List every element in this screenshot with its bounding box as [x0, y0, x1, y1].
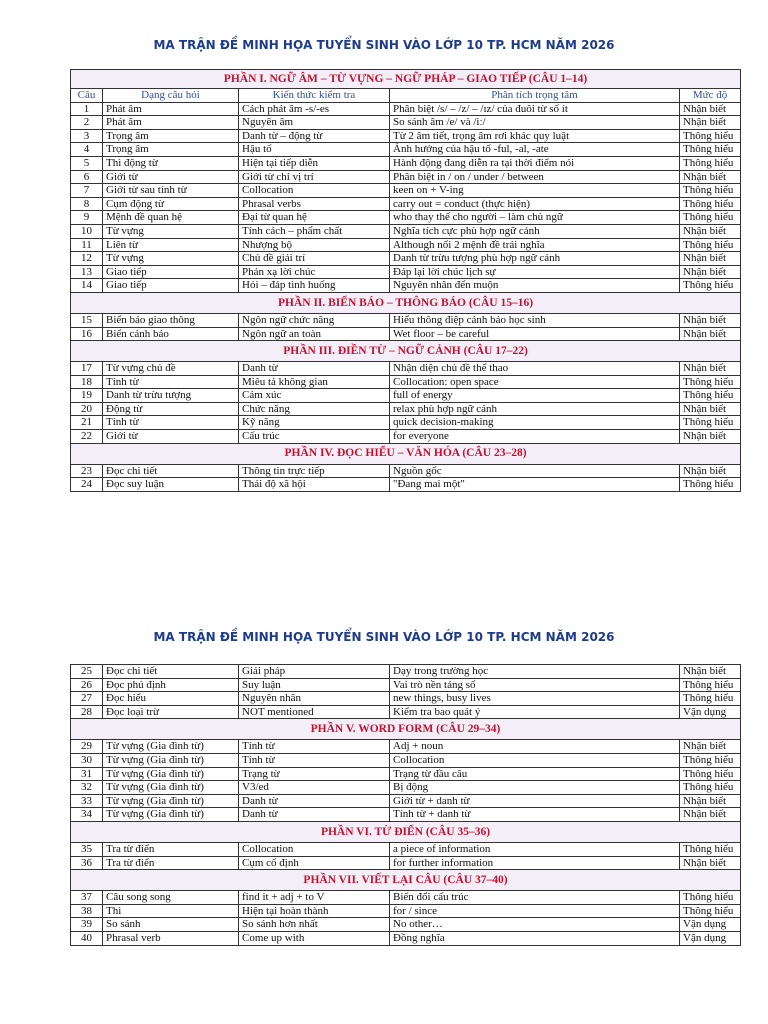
table-row: [71, 197, 741, 211]
question-type: Giao tiếp: [103, 279, 239, 293]
knowledge-tested: Collocation: [239, 842, 390, 856]
question-number: 28: [71, 705, 103, 719]
question-type: Giới từ sau tính từ: [103, 184, 239, 198]
page-title: MA TRẬN ĐỀ MINH HỌA TUYỂN SINH VÀO LỚP 10 TP. HCM NĂM 2026: [153, 630, 615, 644]
question-number: 13: [71, 265, 103, 279]
question-type: Câu song song: [103, 891, 239, 905]
difficulty-level: Thông hiểu: [680, 678, 741, 692]
question-type: Đọc chi tiết: [103, 464, 239, 478]
difficulty-level: Thông hiểu: [680, 478, 741, 492]
question-number: 39: [71, 918, 103, 932]
focus-analysis: Hành động đang diễn ra tại thời điểm nói: [390, 156, 680, 170]
section-header-row: [71, 443, 741, 464]
focus-analysis: Collocation: open space: [390, 375, 680, 389]
table-row: [71, 430, 741, 444]
section-header-row: [71, 719, 741, 740]
difficulty-level: Thông hiểu: [680, 416, 741, 430]
focus-analysis: So sánh âm /e/ và /iː/: [390, 116, 680, 130]
focus-analysis: Trạng từ đầu câu: [390, 767, 680, 781]
table-row: [71, 464, 741, 478]
difficulty-level: Vận dụng: [680, 705, 741, 719]
focus-analysis: full of energy: [390, 389, 680, 403]
knowledge-tested: Phrasal verbs: [239, 197, 390, 211]
question-number: 26: [71, 678, 103, 692]
table-row: [71, 252, 741, 266]
question-type: Đọc chi tiết: [103, 665, 239, 679]
question-number: 29: [71, 740, 103, 754]
knowledge-tested: Nguyên nhân: [239, 692, 390, 706]
question-type: Tính từ: [103, 416, 239, 430]
section-header-row: [71, 292, 741, 313]
question-number: 14: [71, 279, 103, 293]
difficulty-level: Vận dụng: [680, 918, 741, 932]
difficulty-level: Nhận biết: [680, 313, 741, 327]
focus-analysis: Wet floor – be careful: [390, 327, 680, 341]
difficulty-level: Nhận biết: [680, 665, 741, 679]
question-type: Tra từ điển: [103, 842, 239, 856]
question-number: 2: [71, 116, 103, 130]
difficulty-level: Nhận biết: [680, 252, 741, 266]
focus-analysis: for everyone: [390, 430, 680, 444]
focus-analysis: Đồng nghĩa: [390, 931, 680, 945]
table-row: [71, 753, 741, 767]
difficulty-level: Nhận biết: [680, 362, 741, 376]
knowledge-tested: Giới từ chỉ vị trí: [239, 170, 390, 184]
focus-analysis: Although nối 2 mệnh đề trái nghĩa: [390, 238, 680, 252]
difficulty-level: Thông hiểu: [680, 184, 741, 198]
section-title: PHẦN VII. VIẾT LẠI CÂU (CÂU 37–40): [71, 870, 741, 891]
section-title: PHẦN II. BIỂN BÁO – THÔNG BÁO (CÂU 15–16): [71, 292, 741, 313]
section-header-row: [71, 341, 741, 362]
focus-analysis: for further information: [390, 856, 680, 870]
question-number: 1: [71, 102, 103, 116]
question-number: 32: [71, 781, 103, 795]
question-type: Trọng âm: [103, 143, 239, 157]
question-number: 20: [71, 402, 103, 416]
question-number: 21: [71, 416, 103, 430]
knowledge-tested: Danh từ: [239, 362, 390, 376]
question-number: 22: [71, 430, 103, 444]
focus-analysis: Dạy trong trường học: [390, 665, 680, 679]
knowledge-tested: Phản xạ lời chúc: [239, 265, 390, 279]
question-type: Đọc suy luận: [103, 478, 239, 492]
focus-analysis: Danh từ trừu tượng phù hợp ngữ cảnh: [390, 252, 680, 266]
focus-analysis: Biến đổi cấu trúc: [390, 891, 680, 905]
table-row: [71, 129, 741, 143]
focus-analysis: Đáp lại lời chúc lịch sự: [390, 265, 680, 279]
table-row: [71, 313, 741, 327]
section-title: PHẦN IV. ĐỌC HIỂU – VĂN HÓA (CÂU 23–28): [71, 443, 741, 464]
question-type: So sánh: [103, 918, 239, 932]
knowledge-tested: Kỹ năng: [239, 416, 390, 430]
question-number: 15: [71, 313, 103, 327]
table-row: [71, 238, 741, 252]
difficulty-level: Nhận biết: [680, 430, 741, 444]
question-type: Liên từ: [103, 238, 239, 252]
focus-analysis: Tính từ + danh từ: [390, 808, 680, 822]
question-number: 8: [71, 197, 103, 211]
question-number: 24: [71, 478, 103, 492]
page-title: MA TRẬN ĐỀ MINH HỌA TUYỂN SINH VÀO LỚP 10 TP. HCM NĂM 2026: [153, 38, 615, 52]
knowledge-tested: Collocation: [239, 184, 390, 198]
question-type: Từ vựng: [103, 252, 239, 266]
knowledge-tested: Danh từ – động từ: [239, 129, 390, 143]
focus-analysis: Kiểm tra bao quát ý: [390, 705, 680, 719]
difficulty-level: Vận dụng: [680, 931, 741, 945]
question-number: 9: [71, 211, 103, 225]
knowledge-tested: Nhượng bộ: [239, 238, 390, 252]
question-type: Phát âm: [103, 116, 239, 130]
difficulty-level: Nhận biết: [680, 740, 741, 754]
table-row: [71, 116, 741, 130]
focus-analysis: a piece of information: [390, 842, 680, 856]
question-number: 18: [71, 375, 103, 389]
question-number: 40: [71, 931, 103, 945]
knowledge-tested: Hiện tại tiếp diễn: [239, 156, 390, 170]
section-header-row: [71, 70, 741, 89]
difficulty-level: Thông hiểu: [680, 156, 741, 170]
column-header-row: [71, 89, 741, 103]
header-question: Câu: [71, 89, 103, 103]
knowledge-tested: Ngôn ngữ chức năng: [239, 313, 390, 327]
question-type: Biển cảnh báo: [103, 327, 239, 341]
focus-analysis: quick decision-making: [390, 416, 680, 430]
question-type: Từ vựng: [103, 224, 239, 238]
table-row: [71, 692, 741, 706]
difficulty-level: Nhận biết: [680, 402, 741, 416]
knowledge-tested: Cách phát âm -s/-es: [239, 102, 390, 116]
question-type: Tra từ điển: [103, 856, 239, 870]
table-row: [71, 102, 741, 116]
table-row: [71, 402, 741, 416]
question-type: Từ vựng (Gia đình từ): [103, 808, 239, 822]
difficulty-level: Nhận biết: [680, 856, 741, 870]
focus-analysis: Giới từ + danh từ: [390, 794, 680, 808]
focus-analysis: Vai trò nền tảng số: [390, 678, 680, 692]
knowledge-tested: V3/ed: [239, 781, 390, 795]
difficulty-level: Thông hiểu: [680, 143, 741, 157]
focus-analysis: "Đang mai một": [390, 478, 680, 492]
focus-analysis: Ảnh hưởng của hậu tố -ful, -al, -ate: [390, 143, 680, 157]
knowledge-tested: Thông tin trực tiếp: [239, 464, 390, 478]
section-header-row: [71, 870, 741, 891]
difficulty-level: Thông hiểu: [680, 904, 741, 918]
focus-analysis: keen on + V-ing: [390, 184, 680, 198]
header-analysis: Phân tích trọng tâm: [390, 89, 680, 103]
difficulty-level: Thông hiểu: [680, 279, 741, 293]
table-row: [71, 362, 741, 376]
difficulty-level: Thông hiểu: [680, 389, 741, 403]
question-number: 7: [71, 184, 103, 198]
difficulty-level: Thông hiểu: [680, 129, 741, 143]
question-type: Động từ: [103, 402, 239, 416]
knowledge-tested: NOT mentioned: [239, 705, 390, 719]
focus-analysis: who thay thế cho người – làm chủ ngữ: [390, 211, 680, 225]
focus-analysis: relax phù hợp ngữ cảnh: [390, 402, 680, 416]
question-number: 38: [71, 904, 103, 918]
knowledge-tested: Hỏi – đáp tình huống: [239, 279, 390, 293]
section-title: PHẦN III. ĐIỀN TỪ – NGỮ CẢNH (CÂU 17–22): [71, 341, 741, 362]
difficulty-level: Thông hiểu: [680, 692, 741, 706]
question-number: 12: [71, 252, 103, 266]
question-number: 33: [71, 794, 103, 808]
header-knowledge: Kiến thức kiểm tra: [239, 89, 390, 103]
knowledge-tested: Danh từ: [239, 808, 390, 822]
table-row: [71, 705, 741, 719]
question-number: 25: [71, 665, 103, 679]
matrix-table-page-2: [70, 664, 741, 946]
difficulty-level: Thông hiểu: [680, 767, 741, 781]
question-number: 23: [71, 464, 103, 478]
table-row: [71, 279, 741, 293]
question-type: Trọng âm: [103, 129, 239, 143]
focus-analysis: Từ 2 âm tiết, trọng âm rơi khác quy luật: [390, 129, 680, 143]
table-row: [71, 931, 741, 945]
question-number: 27: [71, 692, 103, 706]
knowledge-tested: Hiện tại hoàn thành: [239, 904, 390, 918]
focus-analysis: Collocation: [390, 753, 680, 767]
focus-analysis: Nhận diện chủ đề thể thao: [390, 362, 680, 376]
question-number: 35: [71, 842, 103, 856]
knowledge-tested: Miêu tả không gian: [239, 375, 390, 389]
question-type: Từ vựng (Gia đình từ): [103, 740, 239, 754]
question-number: 36: [71, 856, 103, 870]
table-row: [71, 904, 741, 918]
knowledge-tested: Tính từ: [239, 753, 390, 767]
knowledge-tested: Đại từ quan hệ: [239, 211, 390, 225]
question-type: Đọc hiểu: [103, 692, 239, 706]
table-row: [71, 327, 741, 341]
difficulty-level: Thông hiểu: [680, 753, 741, 767]
question-type: Đọc phủ định: [103, 678, 239, 692]
difficulty-level: Thông hiểu: [680, 891, 741, 905]
difficulty-level: Nhận biết: [680, 464, 741, 478]
knowledge-tested: Trạng từ: [239, 767, 390, 781]
knowledge-tested: find it + adj + to V: [239, 891, 390, 905]
question-type: Cụm động từ: [103, 197, 239, 211]
difficulty-level: Thông hiểu: [680, 842, 741, 856]
question-type: Từ vựng (Gia đình từ): [103, 753, 239, 767]
table-row: [71, 211, 741, 225]
table-row: [71, 389, 741, 403]
knowledge-tested: Ngôn ngữ an toàn: [239, 327, 390, 341]
knowledge-tested: Chủ đề giải trí: [239, 252, 390, 266]
difficulty-level: Thông hiểu: [680, 375, 741, 389]
table-row: [71, 808, 741, 822]
question-type: Từ vựng chủ đề: [103, 362, 239, 376]
knowledge-tested: Thái độ xã hội: [239, 478, 390, 492]
knowledge-tested: Hậu tố: [239, 143, 390, 157]
focus-analysis: Nghĩa tích cực phù hợp ngữ cảnh: [390, 224, 680, 238]
knowledge-tested: Cảm xúc: [239, 389, 390, 403]
knowledge-tested: Chức năng: [239, 402, 390, 416]
knowledge-tested: Giải pháp: [239, 665, 390, 679]
question-type: Giới từ: [103, 170, 239, 184]
question-type: Thì động từ: [103, 156, 239, 170]
focus-analysis: new things, busy lives: [390, 692, 680, 706]
question-type: Đọc loại trừ: [103, 705, 239, 719]
header-level: Mức độ: [680, 89, 741, 103]
question-number: 3: [71, 129, 103, 143]
table-row: [71, 767, 741, 781]
question-number: 30: [71, 753, 103, 767]
knowledge-tested: Danh từ: [239, 794, 390, 808]
table-row: [71, 143, 741, 157]
header-type: Dạng câu hỏi: [103, 89, 239, 103]
matrix-table-page-1: [70, 69, 741, 492]
question-number: 34: [71, 808, 103, 822]
section-title: PHẦN V. WORD FORM (CÂU 29–34): [71, 719, 741, 740]
table-row: [71, 781, 741, 795]
focus-analysis: Nguồn gốc: [390, 464, 680, 478]
table-row: [71, 170, 741, 184]
question-number: 37: [71, 891, 103, 905]
difficulty-level: Nhận biết: [680, 327, 741, 341]
question-number: 6: [71, 170, 103, 184]
difficulty-level: Nhận biết: [680, 794, 741, 808]
focus-analysis: for / since: [390, 904, 680, 918]
table-row: [71, 665, 741, 679]
question-type: Biển báo giao thông: [103, 313, 239, 327]
knowledge-tested: Come up with: [239, 931, 390, 945]
question-number: 31: [71, 767, 103, 781]
question-number: 19: [71, 389, 103, 403]
focus-analysis: Nguyên nhân đến muộn: [390, 279, 680, 293]
section-title: PHẦN VI. TỪ ĐIỂN (CÂU 35–36): [71, 821, 741, 842]
difficulty-level: Nhận biết: [680, 808, 741, 822]
question-type: Phrasal verb: [103, 931, 239, 945]
table-row: [71, 740, 741, 754]
question-number: 11: [71, 238, 103, 252]
focus-analysis: Phân biệt /s/ – /z/ – /ɪz/ của đuôi từ số ít: [390, 102, 680, 116]
question-type: Danh từ trừu tượng: [103, 389, 239, 403]
focus-analysis: Phân biệt in / on / under / between: [390, 170, 680, 184]
question-type: Giới từ: [103, 430, 239, 444]
question-type: Mệnh đề quan hệ: [103, 211, 239, 225]
question-type: Từ vựng (Gia đình từ): [103, 767, 239, 781]
focus-analysis: Adj + noun: [390, 740, 680, 754]
difficulty-level: Thông hiểu: [680, 238, 741, 252]
table-row: [71, 794, 741, 808]
table-row: [71, 416, 741, 430]
section-title: PHẦN I. NGỮ ÂM – TỪ VỰNG – NGỮ PHÁP – GIAO TIẾP (CÂU 1–14): [71, 70, 741, 89]
question-type: Từ vựng (Gia đình từ): [103, 794, 239, 808]
focus-analysis: carry out = conduct (thực hiện): [390, 197, 680, 211]
table-row: [71, 375, 741, 389]
table-row: [71, 678, 741, 692]
difficulty-level: Thông hiểu: [680, 781, 741, 795]
question-number: 17: [71, 362, 103, 376]
difficulty-level: Nhận biết: [680, 224, 741, 238]
table-row: [71, 891, 741, 905]
question-type: Tính từ: [103, 375, 239, 389]
table-row: [71, 156, 741, 170]
question-number: 4: [71, 143, 103, 157]
question-number: 5: [71, 156, 103, 170]
difficulty-level: Nhận biết: [680, 265, 741, 279]
knowledge-tested: Cấu trúc: [239, 430, 390, 444]
focus-analysis: No other…: [390, 918, 680, 932]
difficulty-level: Nhận biết: [680, 102, 741, 116]
table-row: [71, 856, 741, 870]
table-row: [71, 224, 741, 238]
knowledge-tested: Cụm cố định: [239, 856, 390, 870]
table-row: [71, 918, 741, 932]
question-number: 16: [71, 327, 103, 341]
knowledge-tested: Tính cách – phẩm chất: [239, 224, 390, 238]
table-row: [71, 184, 741, 198]
difficulty-level: Nhận biết: [680, 170, 741, 184]
difficulty-level: Thông hiểu: [680, 197, 741, 211]
question-type: Phát âm: [103, 102, 239, 116]
question-type: Từ vựng (Gia đình từ): [103, 781, 239, 795]
knowledge-tested: Suy luận: [239, 678, 390, 692]
table-row: [71, 265, 741, 279]
focus-analysis: Hiểu thông điệp cảnh báo học sinh: [390, 313, 680, 327]
focus-analysis: Bị động: [390, 781, 680, 795]
knowledge-tested: Nguyên âm: [239, 116, 390, 130]
knowledge-tested: Tính từ: [239, 740, 390, 754]
section-header-row: [71, 821, 741, 842]
table-row: [71, 478, 741, 492]
question-type: Thì: [103, 904, 239, 918]
knowledge-tested: So sánh hơn nhất: [239, 918, 390, 932]
difficulty-level: Nhận biết: [680, 116, 741, 130]
question-type: Giao tiếp: [103, 265, 239, 279]
question-number: 10: [71, 224, 103, 238]
difficulty-level: Thông hiểu: [680, 211, 741, 225]
table-row: [71, 842, 741, 856]
